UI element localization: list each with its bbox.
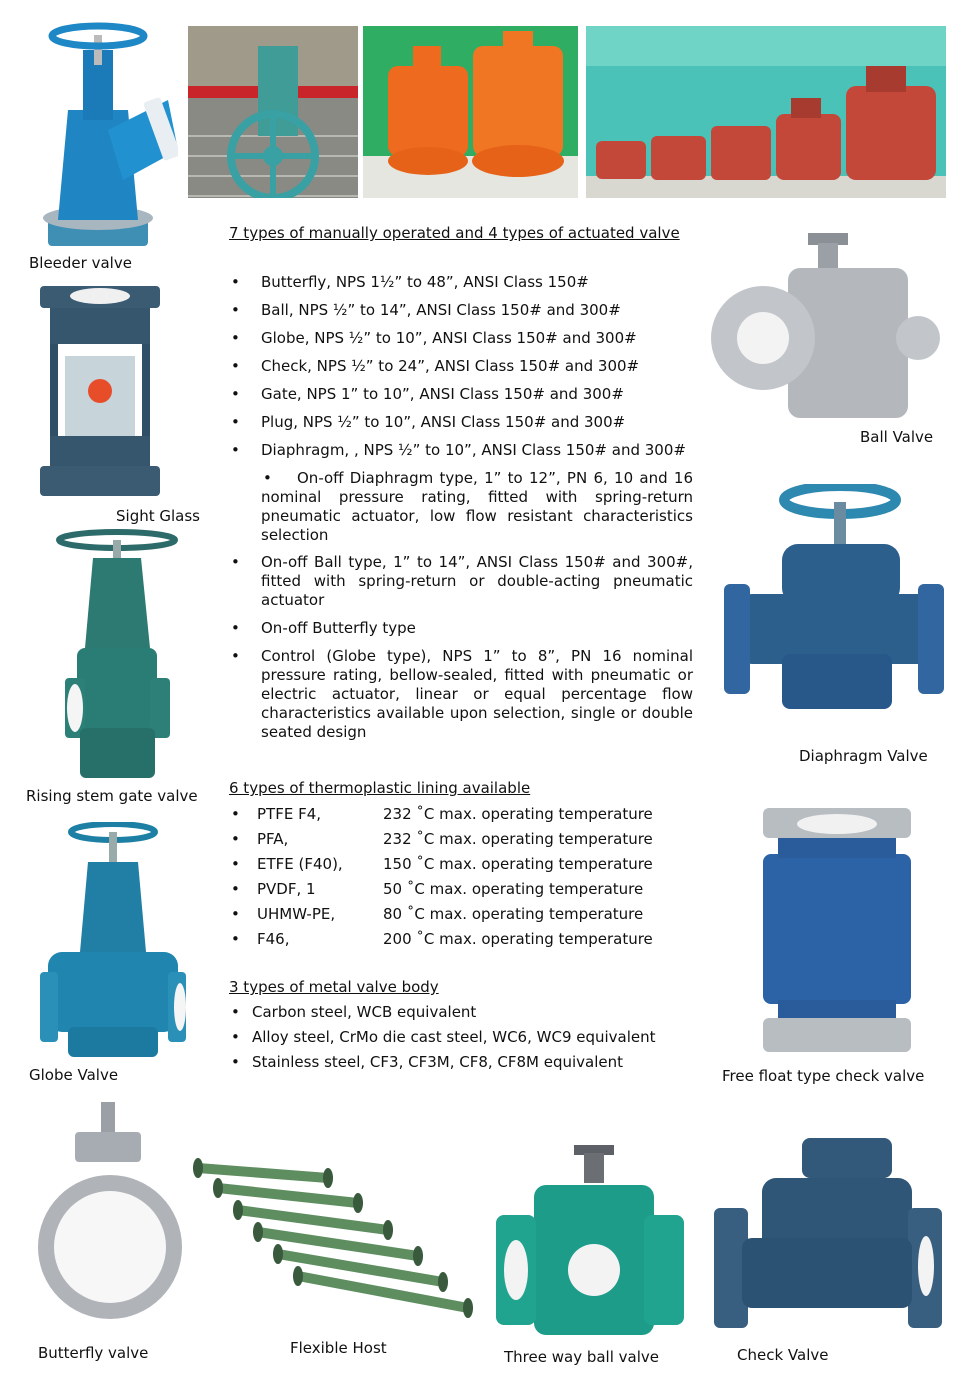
list-item: • Gate, NPS 1” to 10”, ANSI Class 150# and 300# bbox=[229, 385, 693, 404]
lining-heading: 6 types of thermoplastic lining available bbox=[229, 779, 531, 797]
butterfly-valve-photo bbox=[35, 1102, 185, 1334]
lining-name: • UHMW-PE, bbox=[257, 905, 336, 923]
sight-glass-photo bbox=[35, 286, 165, 501]
metal-body-list bbox=[229, 1000, 699, 1075]
caption-check-valve: Check Valve bbox=[737, 1346, 829, 1364]
lining-name: • PVDF, 1 bbox=[257, 880, 316, 898]
caption-bleeder-valve: Bleeder valve bbox=[29, 254, 132, 272]
list-item: • On-off Ball type, 1” to 14”, ANSI Class 150# and 300#, fitted with spring-return or double-acting pneumatic actuator bbox=[229, 553, 693, 610]
flexible-host-photo bbox=[188, 1148, 486, 1328]
lining-temp: 200 ˚C max. operating temperature bbox=[383, 930, 653, 948]
three-way-ball-valve-photo bbox=[494, 1145, 690, 1345]
list-item: • Globe, NPS ½” to 10”, ANSI Class 150# and 300# bbox=[229, 329, 693, 348]
check-valve-photo bbox=[712, 1138, 944, 1334]
gate-valve-handwheel-photo bbox=[188, 26, 358, 198]
list-item: • Butterfly, NPS 1½” to 48”, ANSI Class 150# bbox=[229, 273, 693, 292]
lining-name: • PTFE F4, bbox=[257, 805, 322, 823]
ball-valve-photo bbox=[708, 228, 940, 424]
lining-row bbox=[229, 902, 699, 927]
lining-row bbox=[229, 802, 699, 827]
manual-valve-list bbox=[229, 273, 693, 751]
lining-temp: 150 ˚C max. operating temperature bbox=[383, 855, 653, 873]
list-item: • Control (Globe type), NPS 1” to 8”, PN 16 nominal pressure rating, bellow-sealed, fitted with pneumatic or electric actuator, linear or equal percentage flow characteristics available upon selection, single or double seated design bbox=[229, 647, 693, 742]
globe-valve-photo bbox=[38, 822, 188, 1064]
lining-row bbox=[229, 927, 699, 952]
lining-name: • PFA, bbox=[257, 830, 289, 848]
lining-temp: 50 ˚C max. operating temperature bbox=[383, 880, 644, 898]
lining-name: • ETFE (F40), bbox=[257, 855, 343, 873]
lining-row bbox=[229, 877, 699, 902]
orange-ball-valves-photo bbox=[363, 26, 578, 198]
diaphragm-valve-photo bbox=[722, 484, 944, 716]
bleeder-valve-photo bbox=[28, 20, 178, 248]
caption-flexible-host: Flexible Host bbox=[290, 1339, 387, 1357]
list-item: • Check, NPS ½” to 24”, ANSI Class 150# and 300# bbox=[229, 357, 693, 376]
lining-row bbox=[229, 852, 699, 877]
caption-ball-valve: Ball Valve bbox=[860, 428, 934, 446]
rising-stem-gate-valve-photo bbox=[55, 528, 180, 783]
list-item: • Diaphragm, , NPS ½” to 10”, ANSI Class 150# and 300# bbox=[229, 441, 693, 460]
caption-three-way-ball-valve: Three way ball valve bbox=[504, 1348, 659, 1366]
lining-temp: 232 ˚C max. operating temperature bbox=[383, 830, 653, 848]
lining-temp: 80 ˚C max. operating temperature bbox=[383, 905, 644, 923]
list-item: • On-off Butterfly type bbox=[229, 619, 693, 638]
caption-free-float-check-valve: Free float type check valve bbox=[722, 1067, 925, 1085]
free-float-check-valve-photo bbox=[758, 808, 916, 1056]
caption-butterfly-valve: Butterfly valve bbox=[38, 1344, 149, 1362]
list-item: • Plug, NPS ½” to 10”, ANSI Class 150# and 300# bbox=[229, 413, 693, 432]
valve-types-heading: 7 types of manually operated and 4 types of actuated valve bbox=[229, 224, 680, 242]
lining-temp: 232 ˚C max. operating temperature bbox=[383, 805, 653, 823]
sub-item-text: • On-off Diaphragm type, 1” to 12”, PN 6, 10 and 16 nominal pressure rating, fitted with spring-return pneumatic actuator, low flow resistant characteristics selection bbox=[261, 469, 693, 544]
lining-list bbox=[229, 802, 699, 952]
caption-sight-glass: Sight Glass bbox=[116, 507, 200, 525]
caption-globe-valve: Globe Valve bbox=[29, 1066, 119, 1084]
red-ball-valves-shelf-photo bbox=[586, 26, 946, 198]
metal-body-heading: 3 types of metal valve body bbox=[229, 978, 439, 996]
metal-row: • Stainless steel, CF3, CF3M, CF8, CF8M equivalent bbox=[229, 1050, 699, 1075]
lining-name: • F46, bbox=[257, 930, 290, 948]
lining-row bbox=[229, 827, 699, 852]
list-item: • Ball, NPS ½” to 14”, ANSI Class 150# and 300# bbox=[229, 301, 693, 320]
list-item-sub bbox=[229, 469, 693, 545]
metal-row: • Carbon steel, WCB equivalent bbox=[229, 1000, 699, 1025]
metal-row: • Alloy steel, CrMo die cast steel, WC6, WC9 equivalent bbox=[229, 1025, 699, 1050]
caption-diaphragm-valve: Diaphragm Valve bbox=[799, 747, 928, 765]
caption-rising-stem-gate-valve: Rising stem gate valve bbox=[26, 787, 198, 805]
